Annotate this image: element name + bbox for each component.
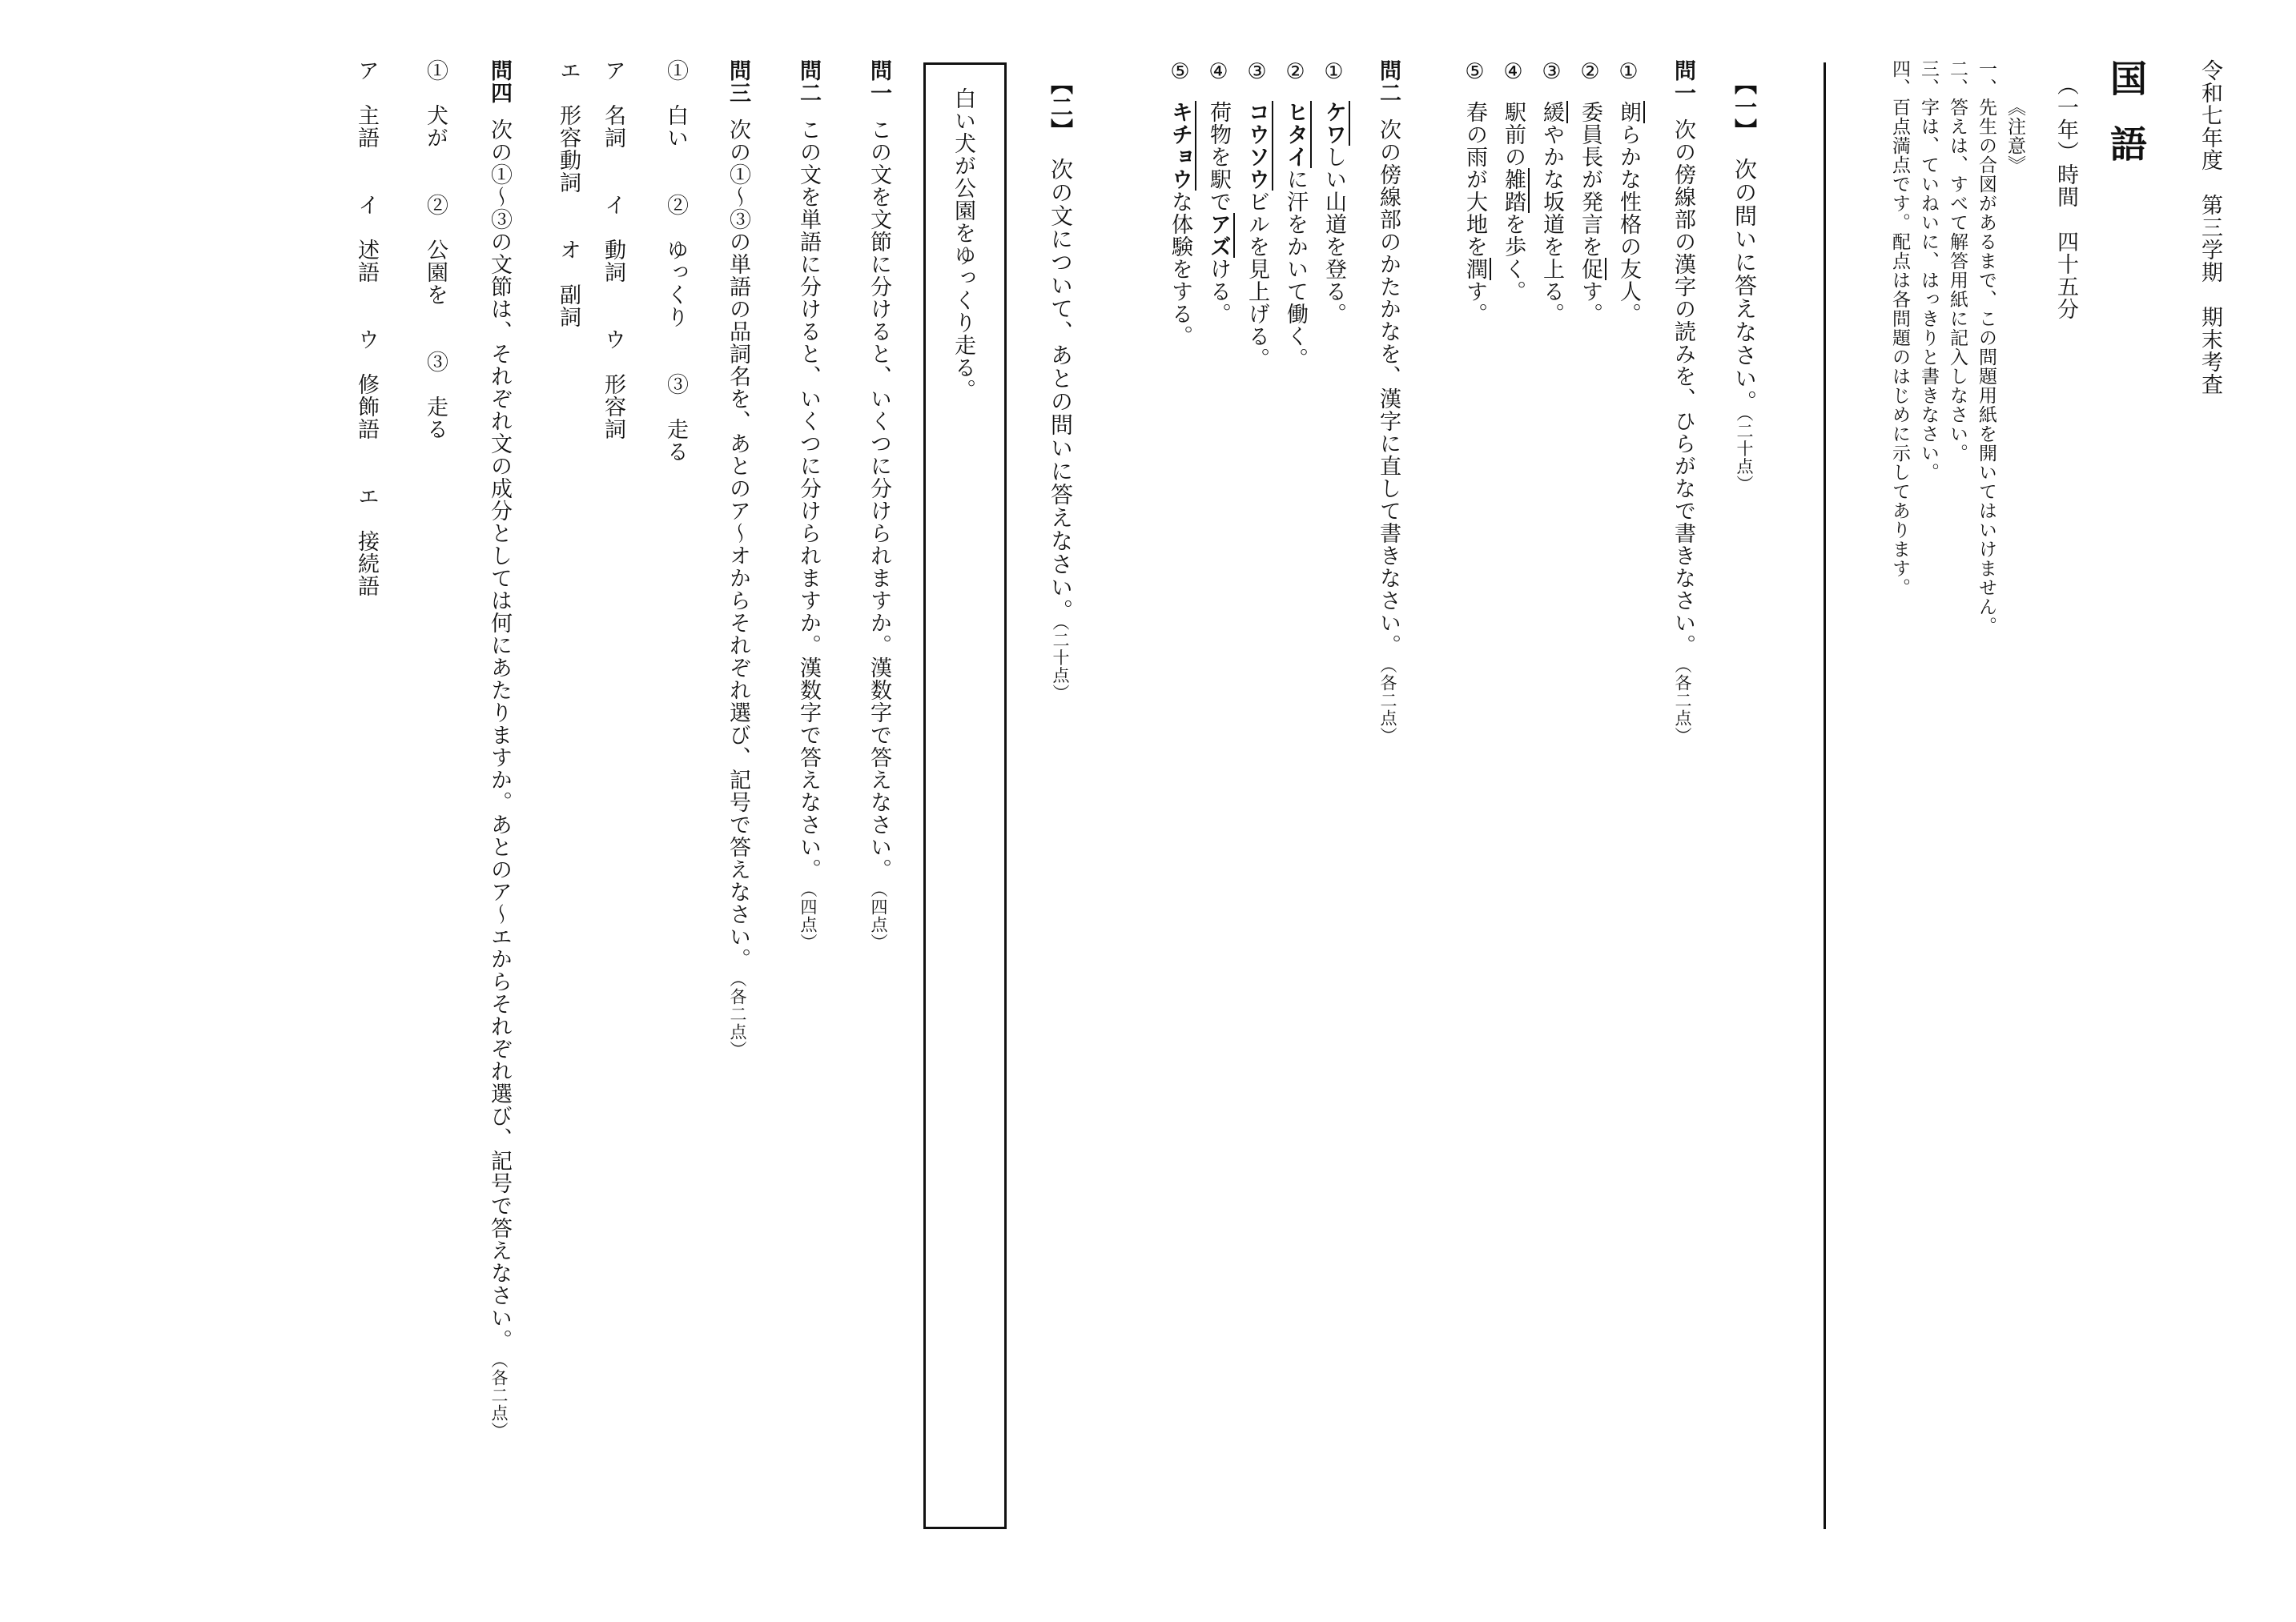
s1-q1-item-1: ①朗らかな性格の友人。 [1618,59,1639,325]
s1-q2-item-5: ⑤キチョウな体験をする。 [1169,59,1191,347]
section1-points: （二十点） [1735,413,1754,493]
s2-q4-choices: ア 主語 イ 述語 ウ 修飾語 エ 接続語 [354,59,379,597]
s2-q3-points: （各二点） [728,970,747,1058]
s1-q1-points: （各二点） [1673,656,1692,745]
header-divider [1824,62,1826,1529]
s1-q1-item-4: ④駅前の雑踏を歩く。 [1502,59,1524,303]
section2-points: （二十点） [1051,622,1070,702]
s1-q2-item-1: ①ケワしい山道を登る。 [1323,59,1345,325]
s2-q2 [798,59,819,951]
s1-q1-item-2: ②委員長が発言を促す。 [1579,59,1601,325]
s2-q1-points: （四点） [869,881,888,951]
s2-q2-points: （四点） [798,881,818,951]
s2-q2-text: この文を単語に分けると、いくつに分けられますか。漢数字で答えなさい。 [796,118,821,881]
s2-q3 [727,59,749,1058]
s2-q3-label: 問三 [726,59,750,104]
section1-heading [1731,72,1758,493]
s2-q1 [868,59,890,951]
notice-item-3: 三、字は、ていねいに、はっきりと書きなさい。 [1918,59,1939,482]
s2-q4 [489,59,510,1439]
s1-q2-item-4: ④荷物を駅でアズける。 [1208,59,1229,325]
s2-q1-text: この文を文節に分けると、いくつに分けられますか。漢数字で答えなさい。 [867,118,891,881]
s1-q1-item-3: ③緩やかな坂道を上る。 [1541,59,1562,325]
notice-item-1: 一、先生の合図があるまで、この問題用紙を開いてはいけません。 [1976,59,1996,636]
s2-q3-choices-1: ア 名詞 イ 動詞 ウ 形容詞 [601,59,625,440]
section2-mark: 【二】 [1047,72,1074,142]
header-year-term: 令和七年度 第三学期 期末考査 [2197,59,2222,395]
s1-q2 [1377,59,1399,745]
s2-q1-label: 問一 [867,59,891,104]
s2-q4-label: 問四 [487,59,512,104]
s1-q2-item-3: ③コウソウビルを見上げる。 [1246,59,1268,370]
section1-mark: 【一】 [1731,72,1758,142]
section2-instruction: 次の文について、あとの問いに答えなさい。 [1047,158,1074,622]
s1-q1-item-5: ⑤春の雨が大地を潤す。 [1464,59,1486,325]
s2-q4-points: （各二点） [489,1351,509,1439]
s1-q1 [1672,59,1694,745]
s2-q3-items: ① 白い ② ゆっくり ③ 走る [663,59,688,463]
notice-title: 《注意》 [2004,98,2025,175]
s1-q1-text: 次の傍線部の漢字の読みを、ひらがなで書きなさい。 [1671,118,1695,656]
notice-item-2: 二、答えは、すべて解答用紙に記入しなさい。 [1947,59,1968,463]
grade-time: （一年）時間 四十五分 [2053,74,2078,320]
s2-q3-choices-2: エ 形容動詞 オ 副詞 [556,59,581,328]
s1-q2-item-2: ②ヒタイに汗をかいて働く。 [1285,59,1306,370]
passage-text: 白い犬が公園をゆっくり走る。 [951,87,975,401]
s2-q4-items: ① 犬が ② 公園を ③ 走る [423,59,448,440]
section2-heading [1049,72,1072,702]
s1-q2-text: 次の傍線部のかたかなを、漢字に直して書きなさい。 [1376,118,1401,656]
s1-q2-label: 問二 [1376,59,1401,104]
s1-q2-points: （各二点） [1378,656,1397,745]
s2-q3-text: 次の①～③の単語の品詞名を、あとのア～オからそれぞれ選び、記号で答えなさい。 [726,118,750,970]
section1-instruction: 次の問いに答えなさい。 [1731,158,1758,413]
s2-q2-label: 問二 [796,59,821,104]
s2-q4-text: 次の①～③の文節は、それぞれ文の成分としては何にあたりますか。あとのア～エからそれぞれ選び、記号で答えなさい。 [487,118,512,1351]
s1-q1-label: 問一 [1671,59,1695,104]
subject-title: 国語 [2105,59,2148,191]
passage-box [923,62,1007,1529]
notice-item-4: 四、百点満点です。配点は各問題のはじめに示してあります。 [1889,59,1910,597]
